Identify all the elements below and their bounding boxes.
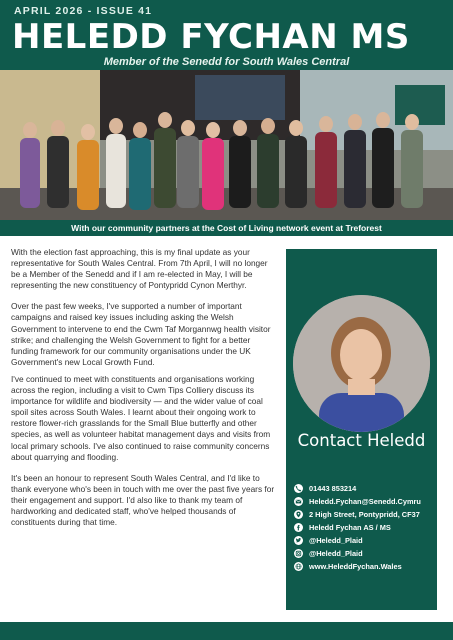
article-paragraph: It's been an honour to represent South Wales Central, and I'd like to thank everyone who's been in touch with me over the past five years for their engagement and support. I'd also like to thank my team of hardworking and dedicated staff, who've helped thousands of constituents during that time.: [11, 472, 275, 528]
contact-text: 2 High Street, Pontypridd, CF37: [309, 510, 420, 519]
contact-text: www.HeleddFychan.Wales: [309, 562, 402, 571]
issue-label: APRIL 2026 - ISSUE 41: [14, 5, 153, 17]
article-body: [11, 247, 279, 538]
contact-twitter[interactable]: [294, 534, 439, 547]
location-icon: [294, 510, 303, 519]
contact-phone[interactable]: [294, 482, 439, 495]
twitter-icon: [294, 536, 303, 545]
masthead: [0, 0, 453, 70]
article-paragraph: Over the past few weeks, I've supported a number of important campaigns and raised key issues including asking the Welsh Government to intervene to end the Cwm Taf Morgannwg health visitor strike; and challenging the Welsh Government to fight for a better funding framework for our community organisations under the UK Government's new Local Growth Fund.: [11, 301, 271, 367]
contact-list: [294, 482, 439, 573]
contact-email[interactable]: [294, 495, 439, 508]
contact-text: Heledd Fychan AS / MS: [309, 523, 391, 532]
contact-website[interactable]: [294, 560, 439, 573]
email-icon: [294, 497, 303, 506]
contact-facebook[interactable]: [294, 521, 439, 534]
contact-panel: [286, 249, 437, 610]
contact-heading: Contact Heledd: [297, 431, 426, 450]
phone-icon: [294, 484, 303, 493]
contact-address: [294, 508, 439, 521]
contact-text: Heledd.Fychan@Senedd.Cymru: [309, 497, 421, 506]
newsletter-subtitle: Member of the Senedd for South Wales Central: [103, 56, 350, 68]
contact-text: 01443 853214: [309, 484, 357, 493]
contact-text: @Heledd_Plaid: [309, 536, 363, 545]
footer-bar: [0, 622, 453, 640]
portrait-illustration: [293, 295, 430, 432]
article-paragraph: With the election fast approaching, this is my final update as your representative for South Wales Central. From 7th April, I will no longer be a Member of the Senedd and if I am re-elected in May, I will be representing the new constituency of Pontypridd Cynon Merthyr.: [11, 247, 268, 291]
facebook-icon: [294, 523, 303, 532]
group-photo: [0, 70, 453, 220]
article-paragraph: I've continued to meet with constituents and organisations working across the region, including a visit to Cwm Tips Colliery discuss its importance for wildlife and biodiversity — and the wider value of coal spoil sites across South Wales. I learnt about their ongoing work to restore flower-rich grasslands for the Small Blue butterfly and other species, as well as volunteer habitat management days and visits from local primary schools. I've also continued to raise community concerns about quarrying and flooding.: [11, 373, 271, 462]
photo-caption: With our community partners at the Cost of Living network event at Treforest: [71, 223, 382, 233]
portrait-photo: [293, 295, 430, 432]
newsletter-title: HELEDD FYCHAN MS: [12, 17, 410, 57]
group-photo-illustration: [0, 70, 453, 220]
instagram-icon: [294, 549, 303, 558]
globe-icon: [294, 562, 303, 571]
contact-text: @Heledd_Plaid: [309, 549, 363, 558]
contact-instagram[interactable]: [294, 547, 439, 560]
